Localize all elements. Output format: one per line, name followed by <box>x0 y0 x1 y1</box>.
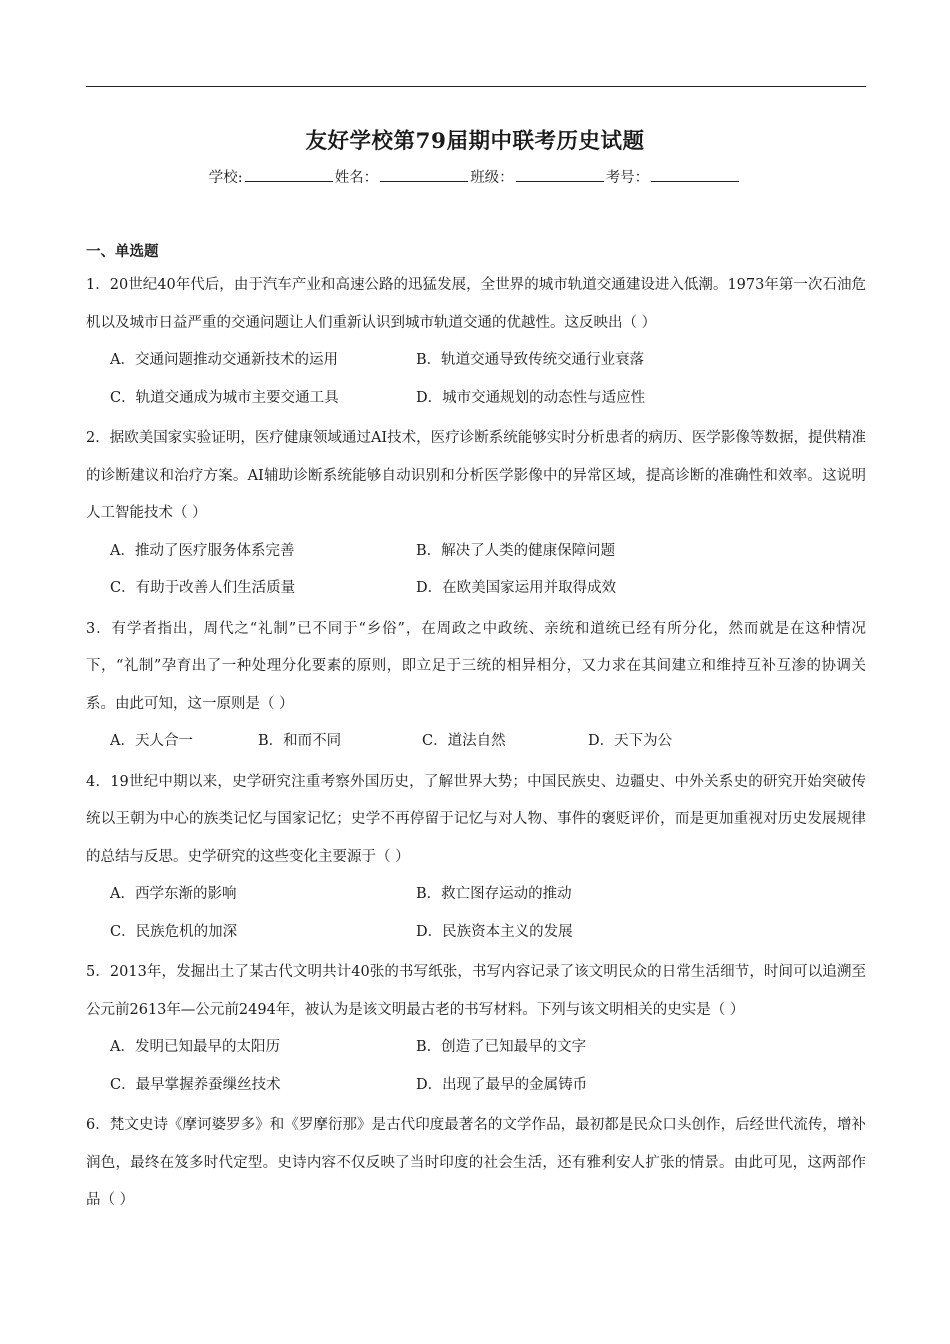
question-4 <box>86 764 866 952</box>
option-d[interactable]: D．民族资本主义的发展 <box>416 923 573 940</box>
option-c[interactable]: C．道法自然 <box>422 733 506 749</box>
option-a[interactable]: A．交通问题推动交通新技术的运用 <box>110 352 338 368</box>
option-c[interactable]: C．民族危机的加深 <box>110 923 238 940</box>
header-rule <box>86 86 866 87</box>
option-d[interactable]: D．在欧美国家运用并取得成效 <box>416 580 617 596</box>
options <box>86 1029 866 1104</box>
option-a[interactable]: A．西学东渐的影响 <box>110 886 237 902</box>
question-stem: 4．19世纪中期以来，史学研究注重考察外国历史，了解世界大势；中国民族史、边疆史、中外关系史的研究开始突破传统以王朝为中心的族类记忆与国家记忆；史学不再停留于记忆与对人物、事件的褒贬评价，而是更加重视对历史发展规律的总结与反思。史学研究的这些变化主要源于（ ） <box>86 773 866 865</box>
question-6 <box>86 1107 866 1220</box>
exam-no-blank[interactable] <box>651 167 739 182</box>
option-d[interactable]: D．城市交通规划的动态性与适应性 <box>416 389 646 406</box>
exam-no-label: 考号： <box>605 170 650 186</box>
class-blank[interactable] <box>516 167 604 182</box>
question-1 <box>86 267 866 417</box>
option-a[interactable]: A．推动了医疗服务体系完善 <box>110 542 295 559</box>
option-b[interactable]: B．救亡图存运动的推动 <box>416 886 572 902</box>
question-stem: 3．有学者指出，周代之“礼制”已不同于“乡俗”，在周政之中政统、亲统和道统已经有所分化，然而就是在这种情况下，“礼制”孕育出了一种处理分化要素的原则，即立足于三统的相异相分，又力求在其间建立和维持互补互渗的协调关系。由此可知，这一原则是（ ） <box>86 620 866 712</box>
options <box>86 342 866 417</box>
option-b[interactable]: B．解决了人类的健康保障问题 <box>416 542 616 559</box>
option-c[interactable]: C．最早掌握养蚕缫丝技术 <box>110 1076 281 1093</box>
option-b[interactable]: B．轨道交通导致传统交通行业衰落 <box>416 352 645 368</box>
exam-content <box>86 240 866 1220</box>
option-b[interactable]: B．创造了已知最早的文字 <box>416 1039 587 1055</box>
option-a[interactable]: A．发明已知最早的太阳历 <box>110 1039 280 1055</box>
question-stem: 2．据欧美国家实验证明，医疗健康领域通过AI技术，医疗诊断系统能够实时分析患者的病历、医学影像等数据，提供精准的诊断建议和治疗方案。AI辅助诊断系统能够自动识别和分析医学影像中的异常区域，提高诊断的准确性和效率。这说明人工智能技术（ ） <box>86 430 866 521</box>
question-2 <box>86 420 866 608</box>
options <box>86 723 866 761</box>
options <box>86 876 866 951</box>
options <box>86 533 866 608</box>
question-3 <box>86 611 866 761</box>
option-d[interactable]: D．天下为公 <box>588 733 673 749</box>
option-b[interactable]: B．和而不同 <box>258 733 342 749</box>
section-title: 一、单选题 <box>86 243 159 260</box>
question-stem: 1．20世纪40年代后，由于汽车产业和高速公路的迅猛发展，全世界的城市轨道交通建设进入低潮。1973年第一次石油危机以及城市日益严重的交通问题让人们重新认识到城市轨道交通的优越性。这反映出（ ） <box>86 277 866 331</box>
question-stem: 6．梵文史诗《摩诃婆罗多》和《罗摩衍那》是古代印度最著名的文学作品，最初都是民众口头创作，后经世代流传，增补润色，最终在笈多时代定型。史诗内容不仅反映了当时印度的社会生活，还有雅利安人扩张的情景。由此可见，这两部作品（ ） <box>86 1117 866 1208</box>
option-c[interactable]: C．轨道交通成为城市主要交通工具 <box>110 389 339 406</box>
question-5 <box>86 954 866 1104</box>
option-a[interactable]: A．天人合一 <box>110 733 193 749</box>
name-label: 姓名： <box>334 170 379 186</box>
name-blank[interactable] <box>380 167 468 182</box>
school-blank[interactable] <box>245 167 333 182</box>
student-info-line <box>0 166 950 187</box>
exam-title: 友好学校第79届期中联考历史试题 <box>305 129 645 154</box>
option-c[interactable]: C．有助于改善人们生活质量 <box>110 580 296 596</box>
class-label: 班级： <box>470 170 514 186</box>
option-d[interactable]: D．出现了最早的金属铸币 <box>416 1076 588 1093</box>
school-label: 学校: <box>208 170 243 186</box>
question-stem: 5．2013年，发掘出土了某古代文明共计40张的书写纸张，书写内容记录了该文明民众的日常生活细节，时间可以追溯至公元前2613年—公元前2494年，被认为是该文明最古老的书写材料。下列与该文明相关的史实是（ ） <box>86 964 866 1018</box>
